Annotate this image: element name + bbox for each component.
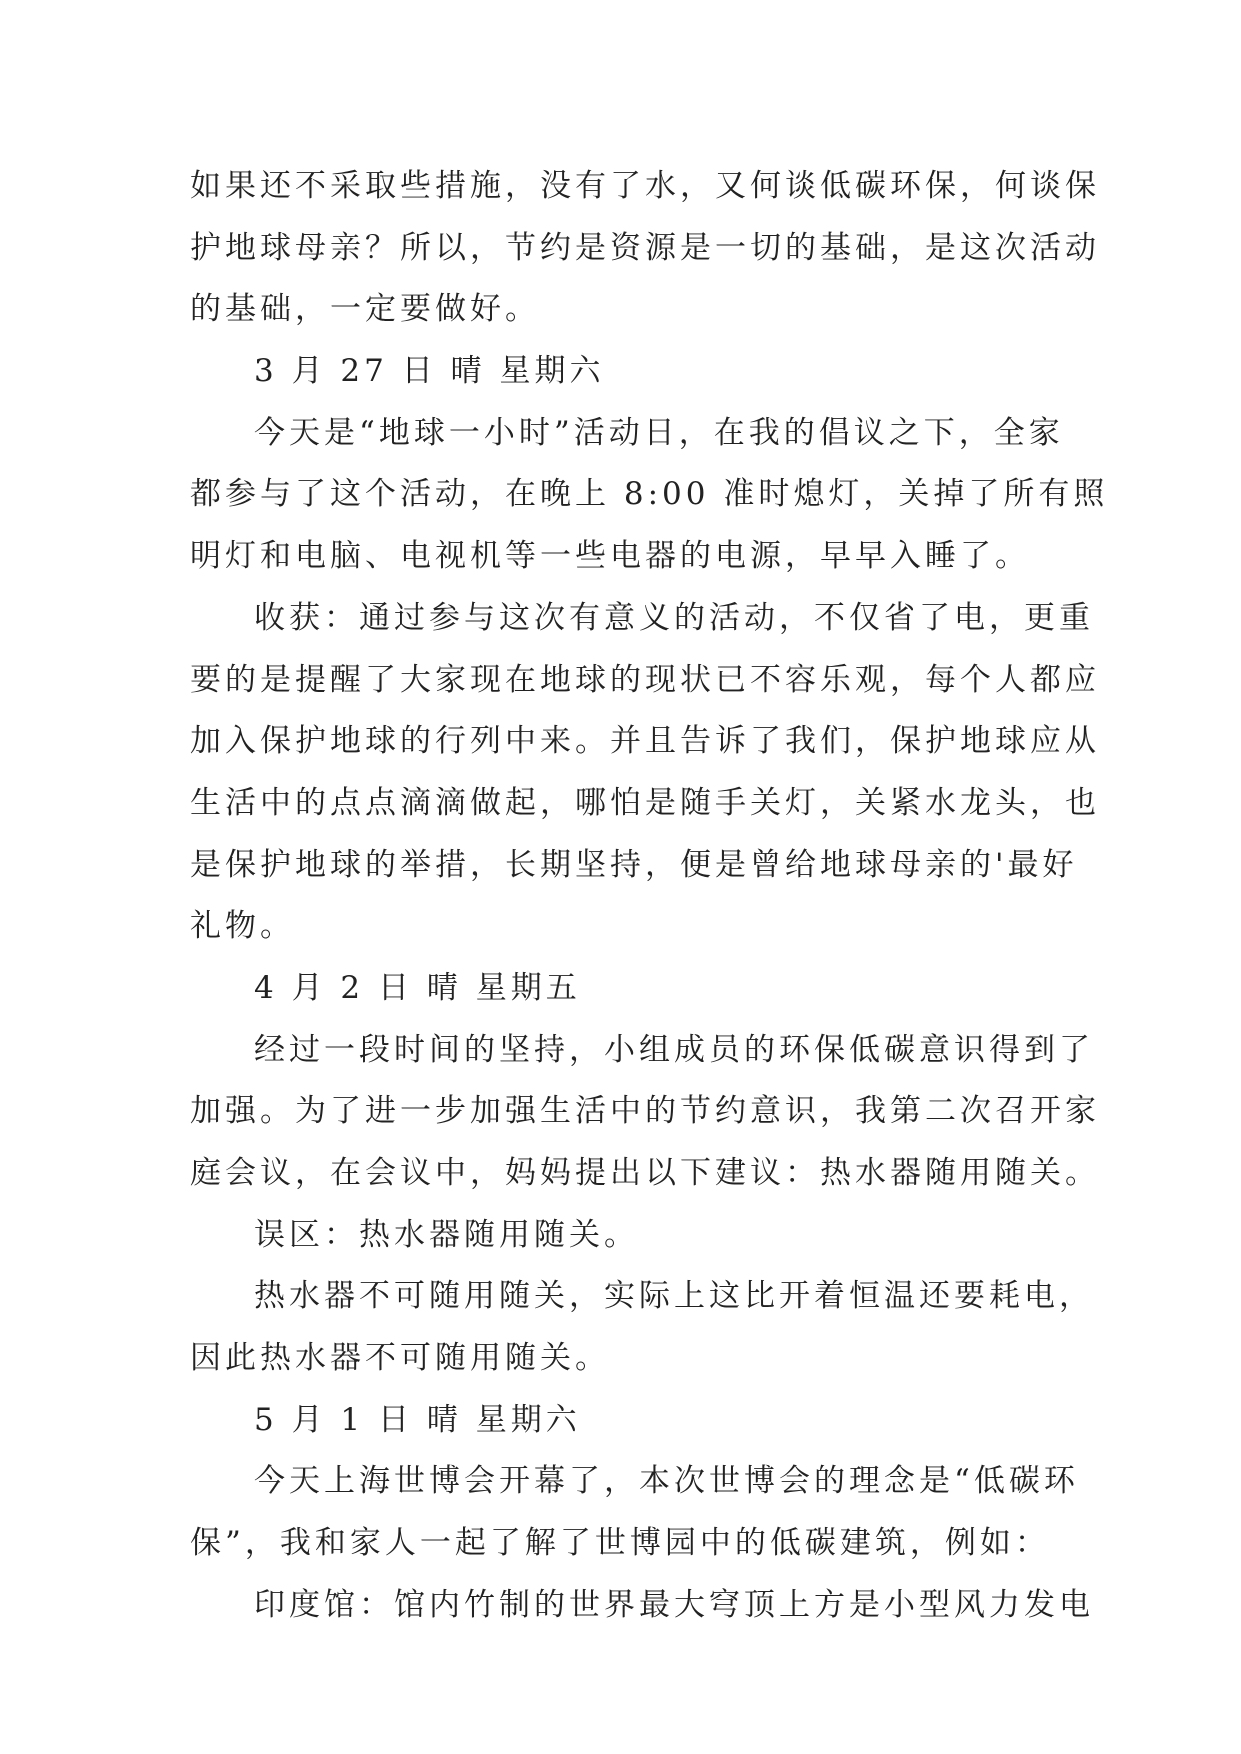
text-line: 要的是提醒了大家现在地球的现状已不容乐观，每个人都应 — [190, 661, 1100, 698]
diary-date-heading: 5 月 1 日 晴 星期六 — [254, 1401, 581, 1438]
paragraph-start: 印度馆：馆内竹制的世界最大穹顶上方是小型风力发电 — [254, 1586, 1094, 1623]
text-line: 加强。为了进一步加强生活中的节约意识，我第二次召开家 — [190, 1093, 1100, 1130]
paragraph-start: 今天上海世博会开幕了，本次世博会的理念是“低碳环 — [254, 1463, 1079, 1500]
diary-date-heading: 4 月 2 日 晴 星期五 — [254, 969, 581, 1006]
text-line: 如果还不采取些措施，没有了水，又何谈低碳环保，何谈保 — [190, 168, 1100, 204]
paragraph-start: 收获：通过参与这次有意义的活动，不仅省了电，更重 — [254, 599, 1094, 636]
document-body — [190, 156, 1109, 1637]
paragraph-start: 热水器不可随用随关，实际上这比开着恒温还要耗电， — [254, 1278, 1094, 1315]
diary-date-heading: 3 月 27 日 晴 星期六 — [254, 353, 605, 390]
text-line: 庭会议，在会议中，妈妈提出以下建议：热水器随用随关。 — [190, 1155, 1100, 1191]
text-line: 护地球母亲？所以，节约是资源是一切的基础，是这次活动 — [190, 229, 1100, 266]
text-line: 都参与了这个活动，在晚上 8:00 准时熄灯，关掉了所有照 — [190, 476, 1109, 513]
text-line: 保”，我和家人一起了解了世博园中的低碳建筑，例如： — [190, 1525, 1050, 1562]
paragraph-start: 经过一段时间的坚持，小组成员的环保低碳意识得到了 — [254, 1031, 1094, 1068]
text-line: 明灯和电脑、电视机等一些电器的电源，早早入睡了。 — [190, 538, 1030, 575]
text-line: 是保护地球的举措，长期坚持，便是曾给地球母亲的'最好 — [190, 846, 1078, 883]
text-line: 礼物。 — [190, 908, 295, 945]
text-line: 因此热水器不可随用随关。 — [190, 1340, 610, 1377]
paragraph-start: 今天是“地球一小时”活动日，在我的倡议之下，全家 — [254, 414, 1064, 451]
text-line: 加入保护地球的行列中来。并且告诉了我们，保护地球应从 — [190, 723, 1100, 760]
paragraph-start: 误区：热水器随用随关。 — [254, 1216, 639, 1253]
text-line: 生活中的点点滴滴做起，哪怕是随手关灯，关紧水龙头，也 — [190, 784, 1100, 821]
text-line: 的基础，一定要做好。 — [190, 291, 540, 328]
